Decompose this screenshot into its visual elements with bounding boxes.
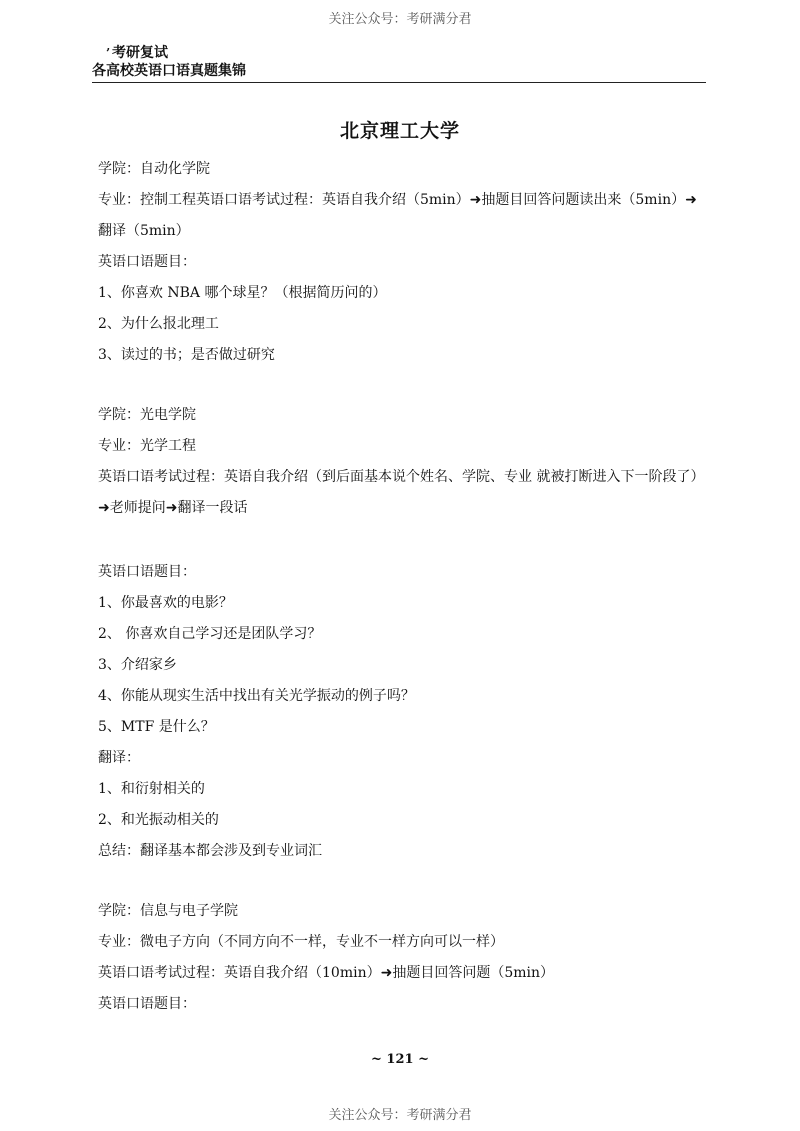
- section3-questions-heading: 英语口语题目：: [98, 996, 196, 1012]
- section2-translation-heading: 翻译：: [98, 750, 140, 766]
- section2-process: 英语口语考试过程：英语自我介绍（到后面基本说个姓名、学院、专业 就被打断进入下一阶段了）➜老师提问➜翻译一段话: [98, 469, 705, 516]
- section3-process: 英语口语考试过程：英语自我介绍（10min）➜抽题目回答问题（5min）: [98, 965, 554, 981]
- page-number: ~ 121 ~: [371, 1052, 429, 1067]
- running-header: [92, 44, 706, 83]
- spacer: [98, 867, 710, 896]
- section2-question: 2、 你喜欢自己学习还是团队学习？: [98, 626, 322, 642]
- section3-school: 学院：信息与电子学院: [98, 903, 238, 919]
- section1-questions-heading: 英语口语题目：: [98, 254, 196, 270]
- section2-question: 4、你能从现实生活中找出有关光学振动的例子吗？: [98, 688, 415, 704]
- section2-translation-item: 2、和光振动相关的: [98, 812, 219, 828]
- running-header-subtitle: 各高校英语口语真题集锦: [92, 63, 246, 79]
- section2-questions-heading: 英语口语题目：: [98, 564, 196, 580]
- watermark-bottom: 关注公众号：考研满分君: [328, 1108, 472, 1123]
- section2-summary: 总结：翻译基本都会涉及到专业词汇: [98, 843, 322, 859]
- spacer: [98, 524, 710, 557]
- section2-school: 学院：光电学院: [98, 407, 196, 423]
- document-body: [98, 154, 710, 1020]
- section2-major: 专业：光学工程: [98, 438, 196, 454]
- running-header-title: 考研复试: [112, 45, 168, 61]
- section2-question: 1、你最喜欢的电影？: [98, 595, 233, 611]
- watermark-top: 关注公众号：考研满分君: [328, 12, 472, 27]
- section2-question: 5、MTF 是什么？: [98, 719, 215, 735]
- running-header-line1: [92, 44, 706, 62]
- page-title: 北京理工大学: [339, 120, 460, 142]
- spacer: [98, 371, 710, 400]
- section2-translation-item: 1、和衍射相关的: [98, 781, 205, 797]
- running-header-mark: ’: [106, 46, 111, 60]
- section1-question: 2、为什么报北理工: [98, 316, 219, 332]
- section1-question: 1、你喜欢 NBA 哪个球星？（根据简历问的）: [98, 285, 387, 301]
- section1-question: 3、读过的书；是否做过研究: [98, 347, 275, 363]
- section1-school: 学院：自动化学院: [98, 161, 210, 177]
- section3-major: 专业：微电子方向（不同方向不一样，专业不一样方向可以一样）: [98, 934, 504, 950]
- section1-major: 专业：控制工程英语口语考试过程：英语自我介绍（5min）➜抽题目回答问题读出来（5min）➜翻译（5min）: [98, 192, 697, 239]
- section2-question: 3、介绍家乡: [98, 657, 177, 673]
